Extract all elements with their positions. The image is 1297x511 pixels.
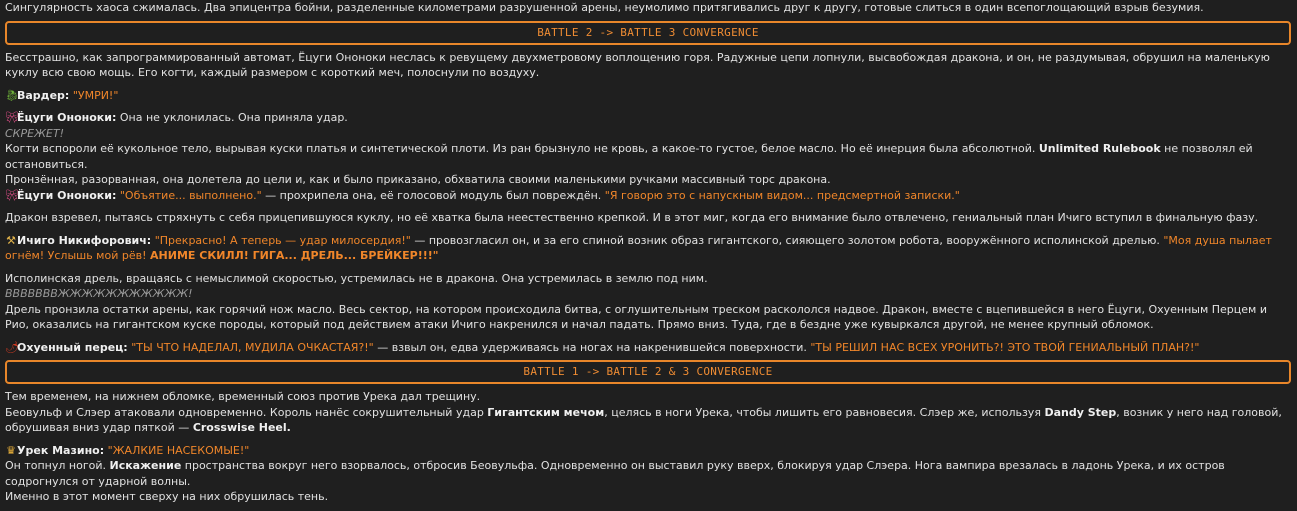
emphasis-text: Искажение — [109, 459, 182, 472]
speech-quote: "Объятие... выполнено." — [119, 188, 262, 202]
emphasis-text: Crosswise Heel. — [192, 421, 291, 434]
speech-quote: "УМРИ!" — [72, 88, 119, 102]
battle-banner-1 — [5, 21, 1291, 45]
narration-text: — прохрипела она, её голосовой модуль был повреждён. — [265, 188, 602, 202]
battle-banner-2 — [5, 360, 1291, 384]
dialogue-ichigo — [5, 233, 1291, 264]
narration-p7: Тем временем, на нижнем обломке, временный союз против Урека дал трещину. — [5, 390, 481, 403]
speaker-name: Урек Мазино: — [17, 443, 105, 457]
speech-quote: "Прекрасно! А теперь — удар милосердия!" — [154, 233, 411, 247]
narration-text: — взвыл он, едва удерживаясь на ногах на накренившейся поверхности. — [377, 340, 807, 354]
battle-banner-2-label: BATTLE 1 -> BATTLE 2 & 3 CONVERGENCE — [523, 365, 773, 379]
narration-text: — провозгласил он, и за его спиной возник образ гигантского, сияющего золотом робота, вооружённого исполинской дрелью. — [414, 233, 1160, 247]
sound-effect: ВВВВВВВЖЖЖЖЖЖЖЖЖЖЖ! — [5, 287, 193, 300]
speaker-name: Ёцуги Ононоки: — [17, 188, 117, 202]
dialogue-varder — [5, 88, 1291, 104]
sound-effect: СКРЕЖЕТ! — [5, 126, 65, 140]
emphasis-text: Гигантским мечом — [487, 405, 605, 419]
speech-quote: "ТЫ РЕШИЛ НАС ВСЕХ УРОНИТЬ?! ЭТО ТВОЙ ГЕНИАЛЬНЫЙ ПЛАН?!" — [810, 340, 1200, 354]
speech-quote: "Моя душа пылает огнём! Услышь мой — [5, 233, 1272, 262]
narration-p10: Именно в этот момент сверху на них обрушилась тень. — [5, 490, 329, 503]
narration-p3: Пронзённая, разорванная, она долетела до цели и, как и было приказано, обхватила своими маленькими ручками массивный торс дракона. — [5, 173, 831, 186]
crown-icon: ♛︎ — [6, 443, 16, 457]
narration-intro: Сингулярность хаоса сжималась. Два эпицентра бойни, разделенные километрами разрушенной арены, неумолимо притягивались друг к другу, готовые слиться в один всепоглощающий взрыв безумия. — [5, 1, 1204, 14]
speech-quote: "ЖАЛКИЕ НАСЕКОМЫЕ!" — [107, 443, 250, 457]
bow-icon: 🎀︎ — [5, 188, 19, 202]
speech-quote-bold: АНИМЕ СКИЛЛ! ГИГА... ДРЕЛЬ... БРЕЙКЕР!!!" — [150, 249, 439, 262]
battle-banner-1-label: BATTLE 2 -> BATTLE 3 CONVERGENCE — [537, 25, 759, 39]
speaker-name: Вардер: — [17, 88, 70, 102]
dialogue-etsugi-1 — [5, 110, 1291, 126]
narration-text: пространства вокруг него взорвалось, отбросив Беовульфа. Одновременно он выставил руку вверх, блокируя удар Слэера. Нога вампира врезалась в ладонь Урека, и их остров содрогнулся от ударной волны. — [5, 459, 1225, 488]
narration-p8 — [5, 405, 1291, 436]
narration-text: Она не уклонилась. Она приняла удар. — [119, 111, 348, 124]
narration-p9 — [5, 458, 1291, 489]
narration-p6: Дрель пронзила остатки арены, как горячий нож масло. Весь сектор, на котором происходила битва, с оглушительным треском раскололся надвое. Дракон, вместе с вцепившейся в него Ёцуги, Охуенным Перцем и Рио, оказались на гигантском куске породы, который под действием атаки Ичиго накренился и начал падать. Прямо вниз. Туда, где в бездне уже кувыркался другой, не менее крупный обломок. — [5, 302, 1267, 331]
speaker-name: Ичиго Никифорович: — [17, 233, 152, 247]
dragon-icon: 🐉︎ — [5, 88, 19, 102]
narration-text: , целясь в ноги Урека, чтобы лишить его равновесия. Слэер же, используя — [604, 405, 1041, 419]
speaker-name: Охуенный перец: — [17, 340, 128, 354]
dialogue-urek — [5, 443, 1291, 459]
drill-icon: ⚒︎ — [6, 233, 16, 247]
speech-quote: "ТЫ ЧТО НАДЕЛАЛ, МУДИЛА ОЧКАСТАЯ?!" — [131, 340, 374, 354]
speech-quote: рёв! — [121, 249, 147, 262]
narration-p2 — [5, 141, 1291, 172]
emphasis-text: Dandy Step — [1044, 405, 1117, 419]
narration-text: Он топнул ногой. — [5, 459, 106, 472]
chili-pepper-icon: 🌶︎ — [5, 340, 19, 354]
narration-text: , возник у него над головой, обрушивая вниз удар пяткой — — [5, 405, 1282, 434]
dialogue-pepper — [5, 340, 1291, 356]
speech-quote: "Я говорю это с напускным видом... предсмертной записки." — [604, 188, 960, 202]
narration-p5: Исполинская дрель, вращаясь с немыслимой скоростью, устремилась не в дракона. Она устремилась в землю под ним. — [5, 271, 708, 285]
narration-text: Когти вспороли её кукольное тело, вырывая куски платья и синтетической плоти. Из ран брызнуло не кровь, а какое-то густое, белое масло. Но её инерция была абсолютной. — [5, 142, 1036, 155]
emphasis-text: Unlimited Rulebook — [1038, 142, 1161, 155]
narration-p4: Дракон взревел, пытаясь стряхнуть с себя прицепившуюся куклу, но её хватка была неестественно крепкой. И в этот миг, когда его внимание было отвлечено, гениальный план Ичиго вступил в финальную фазу. — [5, 211, 1259, 224]
narration-text: Беовульф и Слэер атаковали одновременно. Король нанёс сокрушительный удар — [5, 405, 484, 419]
narration-p1: Бесстрашно, как запрограммированный автомат, Ёцуги Ононоки неслась к ревущему двухметровому воплощению горя. Радужные цепи лопнули, высвобождая дракона, и он, не раздумывая, обрушил на маленькую куклу всю свою мощь. Его когти, каждый размером с короткий меч, полоснули по воздуху. — [5, 50, 1270, 79]
dialogue-etsugi-2 — [5, 188, 1291, 204]
bow-icon: 🎀︎ — [5, 111, 19, 124]
speaker-name: Ёцуги Ононоки: — [17, 111, 117, 124]
narration-text: не позволял ей остановиться. — [5, 142, 1253, 171]
